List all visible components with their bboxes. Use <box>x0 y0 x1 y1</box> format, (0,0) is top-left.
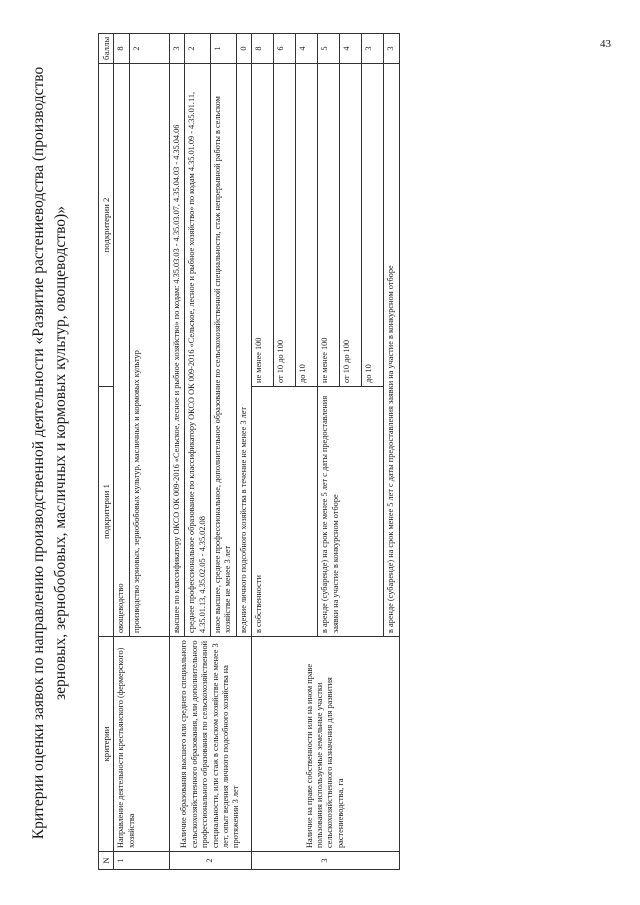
criteria-cell: Наличие образования высшего или среднего специального сельскохозяйственного образования, или дополнительного профессионального образования по сельскохозяйственной специальности, или стаж в сельском хозяйстве не менее 3 лет, опыт ведения личного подсобного хозяйства на протяжении 3 лет <box>169 637 251 852</box>
row-number: 2 <box>169 852 251 870</box>
criteria-table <box>98 33 400 870</box>
points-cell: 5 <box>318 34 340 64</box>
document-title <box>28 28 72 878</box>
points-cell: 2 <box>129 34 169 64</box>
header-n: N <box>99 852 114 870</box>
criteria-cell: Наличие на праве собственности или на ином праве пользования используемые земельные участки сельскохозяйственного назначения для развития растениеводства, га <box>252 637 399 852</box>
points-cell: 0 <box>236 34 251 64</box>
table-row <box>114 34 129 870</box>
table-row <box>169 34 184 870</box>
subcriteria-cell: в собственности <box>252 387 318 637</box>
subcriteria-cell: иное высшее, среднее профессиональное, дополнительное образование по сельскохозяйственной специальности, стаж непрерывной работы в сельском хозяйстве не менее 3 лет <box>211 64 237 637</box>
points-cell: 3 <box>384 34 399 64</box>
points-cell: 1 <box>211 34 237 64</box>
subcriteria-2-cell: до 10 <box>296 64 318 387</box>
subcriteria-cell: овощеводство <box>114 64 129 637</box>
points-cell: 2 <box>185 34 211 64</box>
header-subcriteria-2: подкритерии 2 <box>99 64 114 387</box>
subcriteria-cell: ведение личного подсобного хозяйства в течение не менее 3 лет <box>236 64 251 637</box>
subcriteria-2-cell: не менее 100 <box>318 64 340 387</box>
points-cell: 6 <box>274 34 296 64</box>
points-cell: 4 <box>340 34 362 64</box>
points-cell: 8 <box>252 34 274 64</box>
row-number: 1 <box>114 852 169 870</box>
subcriteria-cell: высшее по классификатору ОКСО ОК 009-2016 «Сельское, лесное и рыбное хозяйство» по кодам: 4.35.03.03 - 4.35.03.07, 4.35.04.03 - 4.35.04.06 <box>169 64 184 637</box>
subcriteria-cell: в аренде (субаренде) на срок не менее 5 лет с даты предоставления заявки на участие в конкурсном отборе <box>318 387 384 637</box>
page-number: 43 <box>600 38 611 50</box>
subcriteria-2-cell: до 10 <box>362 64 384 387</box>
header-criteria: критерии <box>99 637 114 852</box>
subcriteria-2-cell: от 10 до 100 <box>340 64 362 387</box>
subcriteria-2-cell: не менее 100 <box>252 64 274 387</box>
header-subcriteria-1: подкритерии 1 <box>99 387 114 637</box>
title-line-1: Критерии оценки заявок по направлению производственной деятельности «Развитие растениеводства (производство <box>30 66 47 840</box>
points-cell: 3 <box>362 34 384 64</box>
title-line-2: зерновых, зернобобовых, масличных и кормовых культур, овощеводство)» <box>52 206 69 700</box>
subcriteria-cell: производство зерновых, зернобобовых культур, масличных и кормовых культур <box>129 64 169 637</box>
criteria-cell: Направление деятельности крестьянского (фермерского) хозяйства <box>114 637 169 852</box>
row-number: 3 <box>252 852 399 870</box>
subcriteria-2-cell: от 10 до 100 <box>274 64 296 387</box>
subcriteria-cell: в аренде (субаренде) на срок менее 5 лет с даты предоставления заявки на участие в конкурсном отборе <box>384 64 399 637</box>
rotated-page <box>28 28 628 878</box>
points-cell: 4 <box>296 34 318 64</box>
header-points: баллы <box>99 34 114 64</box>
table-header-row <box>99 34 114 870</box>
points-cell: 8 <box>114 34 129 64</box>
points-cell: 3 <box>169 34 184 64</box>
table-row <box>252 34 274 870</box>
subcriteria-cell: среднее профессиональное образование по классификатору ОКСО ОК 009-2016 «Сельское, лесное и рыбное хозяйство» по кодам 4.35.01.09 - 4.35.01.11, 4.35.01.13, 4.35.02.05 - 4.35.02.08 <box>185 64 211 637</box>
